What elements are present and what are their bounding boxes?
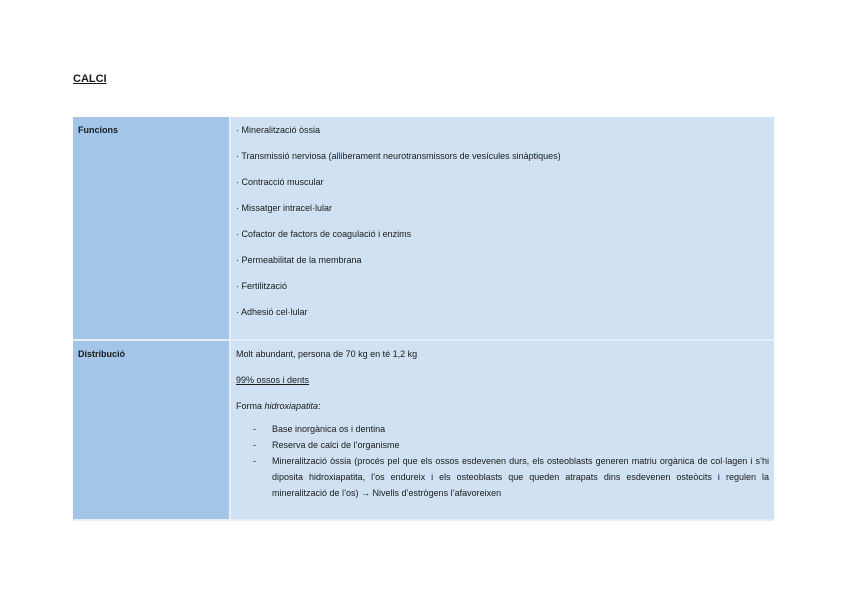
list-item: · Fertilització bbox=[236, 281, 288, 291]
list-item bbox=[236, 453, 769, 501]
list-item: · Transmissió nerviosa (alliberament neurotransmissors de vesícules sinàptiques) bbox=[236, 151, 561, 161]
list-item bbox=[236, 421, 769, 437]
list-item: · Mineralització òssia bbox=[236, 125, 321, 135]
list-item: · Missatger intracel·lular bbox=[236, 203, 333, 213]
form-prefix: Forma bbox=[236, 401, 265, 411]
form-line bbox=[236, 401, 769, 411]
distribution-content bbox=[230, 340, 774, 520]
calcium-table bbox=[73, 117, 774, 521]
page-title: CALCI bbox=[73, 73, 107, 85]
functions-list bbox=[230, 117, 774, 340]
bullet-text: Reserva de calci de l’organisme bbox=[272, 440, 400, 450]
bullet-text: Mineralització òssia (procés pel que els ossos esdevenen durs, els osteoblasts generen matriu orgànica de col·lagen i s’hi diposita hidroxiapatita, l’os endureix i els osteoblasts que queden atrapats dins esdevenen osteòcits i regulen la mineralització de l’os) → Nivells d’estrògens l’afavoreixen bbox=[272, 456, 769, 498]
dash-bullet: - bbox=[253, 440, 256, 450]
dash-bullet: - bbox=[253, 424, 256, 434]
form-term: hidroxiapatita bbox=[264, 401, 319, 411]
distribution-intro: Molt abundant, persona de 70 kg en té 1,2 kg bbox=[236, 349, 418, 359]
list-item: · Cofactor de factors de coagulació i enzims bbox=[236, 229, 412, 239]
list-item: · Contracció muscular bbox=[236, 177, 324, 187]
row-label-distribucio: Distribució bbox=[73, 340, 230, 520]
hydroxyapatite-list bbox=[236, 421, 769, 501]
distribution-underlined: 99% ossos i dents bbox=[236, 375, 310, 385]
bullet-text: Base inorgànica os i dentina bbox=[272, 424, 386, 434]
table-row-distribucio bbox=[73, 340, 774, 520]
list-item bbox=[236, 437, 769, 453]
row-label-funcions: Funcions bbox=[73, 117, 230, 340]
table-row-funcions bbox=[73, 117, 774, 340]
list-item: · Adhesió cel·lular bbox=[236, 307, 308, 317]
dash-bullet: - bbox=[253, 456, 256, 466]
list-item: · Permeabilitat de la membrana bbox=[236, 255, 362, 265]
form-suffix: : bbox=[318, 401, 321, 411]
